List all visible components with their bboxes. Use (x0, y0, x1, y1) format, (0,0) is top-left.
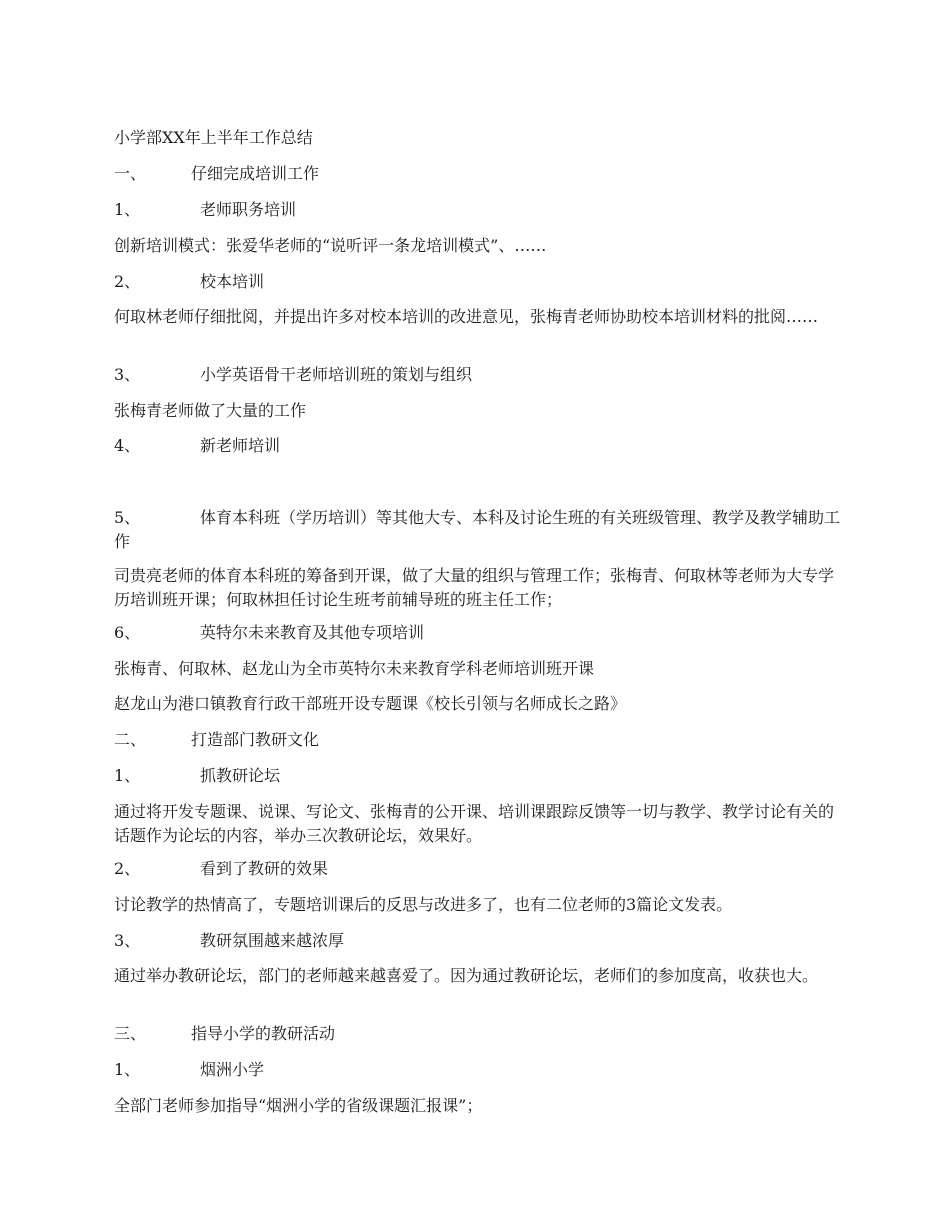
item-number: 2、 (114, 859, 141, 878)
item-title: 体育本科班（学历培训）等其他大专、本科及讨论生班的有关班级管理、教学及教学辅助工作 (114, 508, 841, 551)
item-heading-wrapped (114, 506, 844, 554)
item-heading (114, 857, 844, 881)
paragraph: 创新培训模式：张爱华老师的“说听评一条龙培训模式”、…… (114, 236, 547, 255)
paragraph: 司贵亮老师的体育本科班的筹备到开课，做了大量的组织与管理工作；张梅青、何取林等老师为大专学历培训班开课；何取林担任讨论生班考前辅导班的班主任工作； (114, 566, 835, 609)
document-title: 小学部XX年上半年工作总结 (114, 128, 313, 147)
item-number: 1、 (114, 1060, 141, 1079)
paragraph: 通过举办教研论坛，部门的老师越来越喜爱了。因为通过教研论坛，老师们的参加度高，收获也大。 (114, 966, 819, 985)
section-title: 打造部门教研文化 (191, 730, 320, 749)
item-title: 烟洲小学 (200, 1060, 265, 1079)
item-number: 3、 (114, 931, 141, 950)
section-heading (114, 728, 844, 752)
item-heading (114, 764, 844, 788)
section-number: 一、 (114, 164, 147, 183)
paragraph: 讨论教学的热情高了，专题培训课后的反思与改进多了，也有二位老师的3篇论文发表。 (114, 895, 733, 914)
item-title: 看到了教研的效果 (200, 859, 329, 878)
paragraph: 张梅青、何取林、赵龙山为全市英特尔未来教育学科老师培训班开课 (114, 659, 595, 678)
section-number: 三、 (114, 1024, 147, 1043)
section-heading (114, 1022, 844, 1046)
item-heading (114, 363, 844, 387)
item-number: 2、 (114, 272, 141, 291)
section-title: 指导小学的教研活动 (191, 1024, 336, 1043)
item-heading (114, 929, 844, 953)
section-heading (114, 162, 844, 186)
paragraph: 全部门老师参加指导“烟洲小学的省级课题汇报课”； (114, 1096, 483, 1115)
item-heading (114, 198, 844, 222)
item-title: 小学英语骨干老师培训班的策划与组织 (200, 365, 473, 384)
paragraph: 赵龙山为港口镇教育行政干部班开设专题课《校长引领与名师成长之路》 (114, 694, 627, 713)
paragraph: 通过将开发专题课、说课、写论文、张梅青的公开课、培训课跟踪反馈等一切与教学、教学讨论有关的话题作为论坛的内容，举办三次教研论坛，效果好。 (114, 802, 835, 845)
item-number: 1、 (114, 766, 141, 785)
item-title: 老师职务培训 (200, 200, 297, 219)
item-title: 抓教研论坛 (200, 766, 281, 785)
item-heading (114, 434, 844, 458)
item-heading (114, 1058, 844, 1082)
item-heading (114, 621, 844, 645)
item-title: 校本培训 (200, 272, 265, 291)
item-title: 新老师培训 (200, 436, 281, 455)
item-title: 教研氛围越来越浓厚 (200, 931, 345, 950)
paragraph: 何取林老师仔细批阅，并提出许多对校本培训的改进意见，张梅青老师协助校本培训材料的批阅…… (114, 307, 819, 326)
section-number: 二、 (114, 730, 147, 749)
item-number: 3、 (114, 365, 141, 384)
item-heading (114, 270, 844, 294)
item-number: 4、 (114, 436, 141, 455)
section-title: 仔细完成培训工作 (191, 164, 320, 183)
item-number: 5、 (114, 508, 141, 527)
paragraph: 张梅青老师做了大量的工作 (114, 401, 307, 420)
item-number: 6、 (114, 623, 141, 642)
item-title: 英特尔未来教育及其他专项培训 (200, 623, 425, 642)
item-number: 1、 (114, 200, 141, 219)
